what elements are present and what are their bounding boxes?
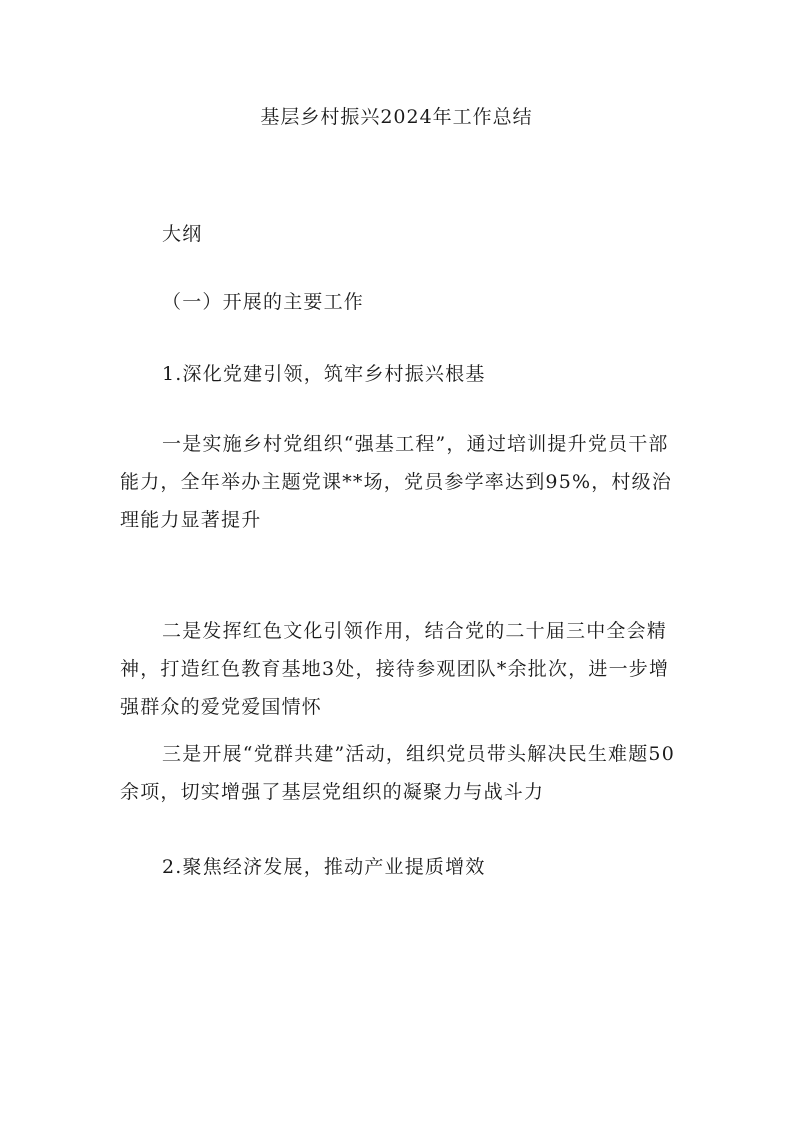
document-title: 基层乡村振兴2024年工作总结	[260, 106, 533, 128]
section-heading: （一）开展的主要工作	[162, 291, 365, 313]
subsection-heading-1: 1.深化党建引领，筑牢乡村振兴根基	[162, 363, 486, 385]
body-paragraph-3: 三是开展“党群共建”活动，组织党员带头解决民生难题50余项，切实增强了基层党组织的凝聚力与战斗力	[120, 743, 676, 803]
outline-label: 大纲	[162, 223, 203, 245]
body-paragraph-2: 二是发挥红色文化引领作用，结合党的二十届三中全会精神，打造红色教育基地3处，接待参观团队*余批次，进一步增强群众的爱党爱国情怀	[120, 620, 670, 718]
subsection-heading-2: 2.聚焦经济发展，推动产业提质增效	[162, 856, 486, 878]
body-paragraph-1: 一是实施乡村党组织“强基工程”，通过培训提升党员干部能力，全年举办主题党课**场，党员参学率达到95%，村级治理能力显著提升	[120, 433, 673, 531]
